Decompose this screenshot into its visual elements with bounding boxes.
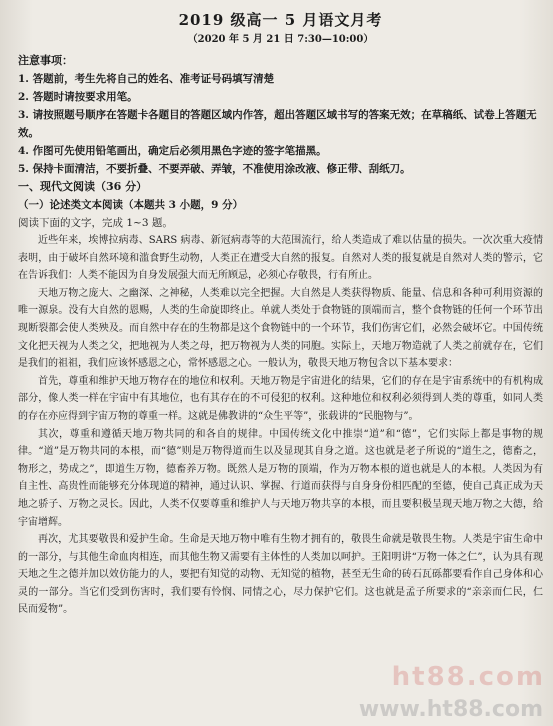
exam-time: （2020 年 5 月 21 日 7:30—10:00）	[187, 34, 374, 45]
watermark-logo: ht88.com	[391, 662, 545, 692]
notice-item-3: 3. 请按照题号顺序在答题卡各题目的答题区域内作答，超出答题区域书写的答案无效；在草稿纸、试卷上答题无效。	[18, 109, 537, 139]
paragraph-1: 近些年来，埃博拉病毒、SARS 病毒、新冠病毒等的大范围流行，给人类造成了难以估量的损失。一次次重大疫情表明，由于破坏自然环境和滥食野生动物，人类正在遭受大自然的报复。自然对人类的报复就是自然对人类的警示，它在告诉我们：人类不能因为自身发展强大而无所顾忌，必须心存敬畏，行有所止。	[18, 235, 543, 282]
exam-title: 2019 级高一 5 月语文月考	[178, 11, 383, 29]
reading-instruction: 阅读下面的文字，完成 1~3 题。	[18, 217, 173, 229]
paragraph-3: 首先，尊重和维护天地万物存在的地位和权利。天地万物是宇宙进化的结果，它们的存在是宇宙系统中的有机构成部分，像人类一样在宇宙中有其地位，也有其存在的不可侵犯的权利。这种地位和权利必须得到人类的尊重，如同人类的存在亦应得到宇宙万物的尊重一样。这就是佛教讲的“众生平等”，张载讲的“民胞物与”。	[18, 375, 543, 422]
paragraph-2: 天地万物之庞大、之幽深、之神秘，人类难以完全把握。大自然是人类获得物质、能量、信息和各种可利用资源的唯一源泉。没有大自然的恩赐，人类的生命旋即终止。单就人类处于食物链的顶端而言，整个食物链的任何一个环节出现断裂都会使人类殃及。而自然中存在的生物都是这个食物链中的一个环节，我们伤害它们，必然会破坏它。中国传统文化把天视为人类之父，把地视为人类之母，把万物视为人类的同胞。实际上，天地万物造就了人类之前就存在，它们是我们的祖祖，我们应该怀感恩之心，常怀感恩之心。一般认为，敬畏天地万物包含以下基本要求：	[18, 287, 543, 370]
watermark-url: www.ht88.com	[358, 697, 543, 722]
notice-item-5: 5. 保持卡面清洁，不要折叠、不要弄破、弄皱，不准使用涂改液、修正带、刮纸刀。	[18, 163, 411, 175]
notice-heading: 注意事项：	[18, 54, 73, 67]
paragraph-4: 其次，尊重和遵循天地万物共同的和各自的规律。中国传统文化中推崇“道”和“德”，它们实际上都是事物的规律。“道”是万物共同的本根，而“德”则是万物得道而生以及显现其自身之道。这也就是老子所说的“道生之，德畜之，物形之，势成之”，即道生万物，德畜养万物。既然人是万物的顶端，作为万物本根的道也就是人的本根。人类因为有自主性、高贵性而能够充分体现道的精神，通过认识、掌握、行道而获得与自身身份相匹配的至德，使自己真正成为天地之骄子、万物之灵长。因此，人类不仅要尊重和维护人与天地万物共享的本根，而且要积极呈现天地万物之大德，给宇宙增辉。	[18, 428, 543, 528]
subsection-heading: （一）论述类文本阅读（本题共 3 小题，9 分）	[18, 199, 244, 211]
paragraph-5: 再次，尤其要敬畏和爱护生命。生命是天地万物中唯有生物才拥有的，敬畏生命就是敬畏生物。人类是宇宙生命中的一部分，与其他生命血肉相连，而其他生物又需要有主体性的人类加以呵护。王阳明讲“万物一体之仁”，认为具有现天地之生之德并加以效仿能力的人，要把有知觉的动物、无知觉的植物，甚至无生命的砖石瓦砾都要看作自己身体和心灵的一部分。当它们受到伤害时，我们要有怜悯、同情之心，尽力保护它们。这也就是孟子所要求的“亲亲而仁民，仁民而爱物”。	[18, 534, 543, 616]
notice-item-2: 2. 答题时请按要求用笔。	[18, 91, 138, 103]
notice-item-1: 1. 答题前，考生先将自己的姓名、准考证号码填写清楚	[18, 73, 275, 85]
notice-item-4: 4. 作图可先使用铅笔画出，确定后必须用黑色字迹的签字笔描黑。	[18, 145, 327, 157]
section-heading: 一、现代文阅读（36 分）	[18, 180, 148, 193]
